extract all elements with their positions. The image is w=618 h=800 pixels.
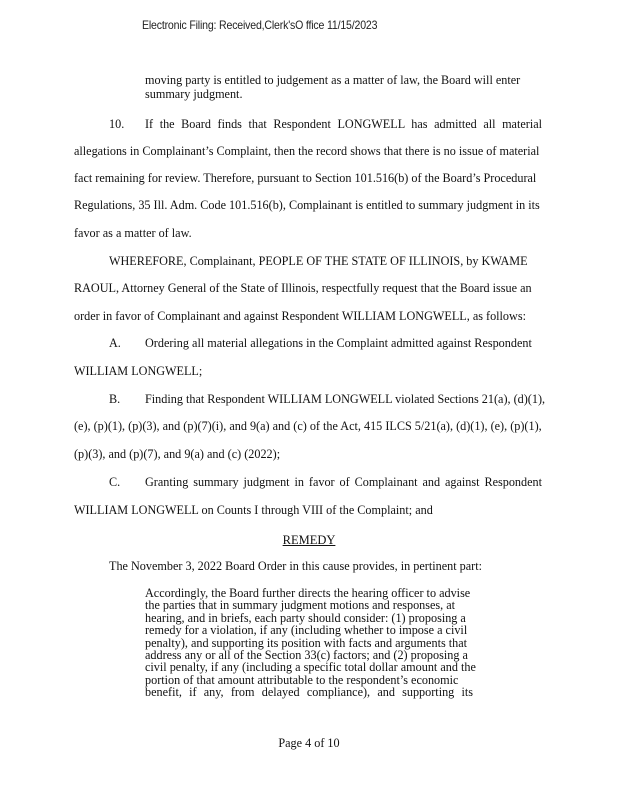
quote-line: address any or all of the Section 33(c) factors; and (2) proposing a — [145, 648, 468, 663]
item-c-line-2: WILLIAM LONGWELL on Counts I through VIII of the Complaint; and — [74, 503, 433, 517]
remedy-heading: REMEDY — [282, 533, 336, 547]
item-a-line-1: Ordering all material allegations in the Complaint admitted against Respondent — [145, 336, 532, 350]
item-a-line-2: WILLIAM LONGWELL; — [74, 364, 203, 378]
intro-line-1: moving party is entitled to judgement as a matter of law, the Board will enter — [145, 73, 521, 87]
para-10-line-2: allegations in Complainant’s Complaint, then the record shows that there is no issue of material — [74, 144, 540, 158]
quote-line: remedy for a violation, if any (including whether to impose a civil — [145, 623, 468, 638]
quote-line: portion of that amount attributable to the respondent’s economic — [145, 672, 459, 687]
remedy-intro: The November 3, 2022 Board Order in this cause provides, in pertinent part: — [109, 559, 482, 573]
intro-line-2: summary judgment. — [145, 87, 243, 101]
para-10-line-3: fact remaining for review. Therefore, pursuant to Section 101.516(b) of the Board’s Procedural — [74, 171, 537, 185]
wherefore-line-1: WHEREFORE, Complainant, PEOPLE OF THE STATE OF ILLINOIS, by KWAME — [109, 254, 528, 268]
quote-line: civil penalty, if any (including a specific total dollar amount and the — [145, 660, 476, 675]
quote-line: hearing, and in briefs, each party should consider: (1) proposing a — [145, 610, 466, 625]
item-b-line-2: (e), (p)(1), (p)(3), and (p)(7)(i), and 9(a) and (c) of the Act, 415 ILCS 5/21(a), (d)(1), (e), (p)(1), — [74, 419, 542, 433]
para-10-line-4: Regulations, 35 Ill. Adm. Code 101.516(b), Complainant is entitled to summary judgment in its — [74, 198, 540, 212]
item-b-line-1: Finding that Respondent WILLIAM LONGWELL violated Sections 21(a), (d)(1), — [145, 392, 546, 406]
para-10-line-5: favor as a matter of law. — [74, 226, 192, 240]
item-c-line-1: Granting summary judgment in favor of Complainant and against Respondent — [145, 475, 542, 489]
wherefore-line-3: order in favor of Complainant and against Respondent WILLIAM LONGWELL, as follows: — [74, 309, 526, 323]
item-a-letter: A. — [109, 336, 121, 350]
para-10-line-1: If the Board finds that Respondent LONGWELL has admitted all material — [145, 117, 542, 131]
block-quote — [145, 586, 476, 700]
para-10-number: 10. — [109, 117, 125, 131]
item-b-line-3: (p)(3), and (p)(7), and 9(a) and (c) (2022); — [74, 447, 281, 461]
wherefore-line-2: RAOUL, Attorney General of the State of Illinois, respectfully request that the Board issue an — [74, 281, 532, 295]
page-number: Page 4 of 10 — [278, 736, 340, 750]
quote-line: benefit, if any, from delayed compliance), and supporting its — [145, 685, 473, 700]
quote-line: Accordingly, the Board further directs the hearing officer to advise — [145, 586, 471, 600]
filing-stamp: Electronic Filing: Received,Clerk'sO ffice 11/15/2023 — [142, 18, 378, 32]
quote-line: the parties that in summary judgment motions and responses, at — [145, 598, 456, 613]
quote-line: penalty), and supporting its position with facts and arguments that — [145, 635, 468, 650]
item-b-letter: B. — [109, 392, 121, 406]
item-c-letter: C. — [109, 475, 121, 489]
